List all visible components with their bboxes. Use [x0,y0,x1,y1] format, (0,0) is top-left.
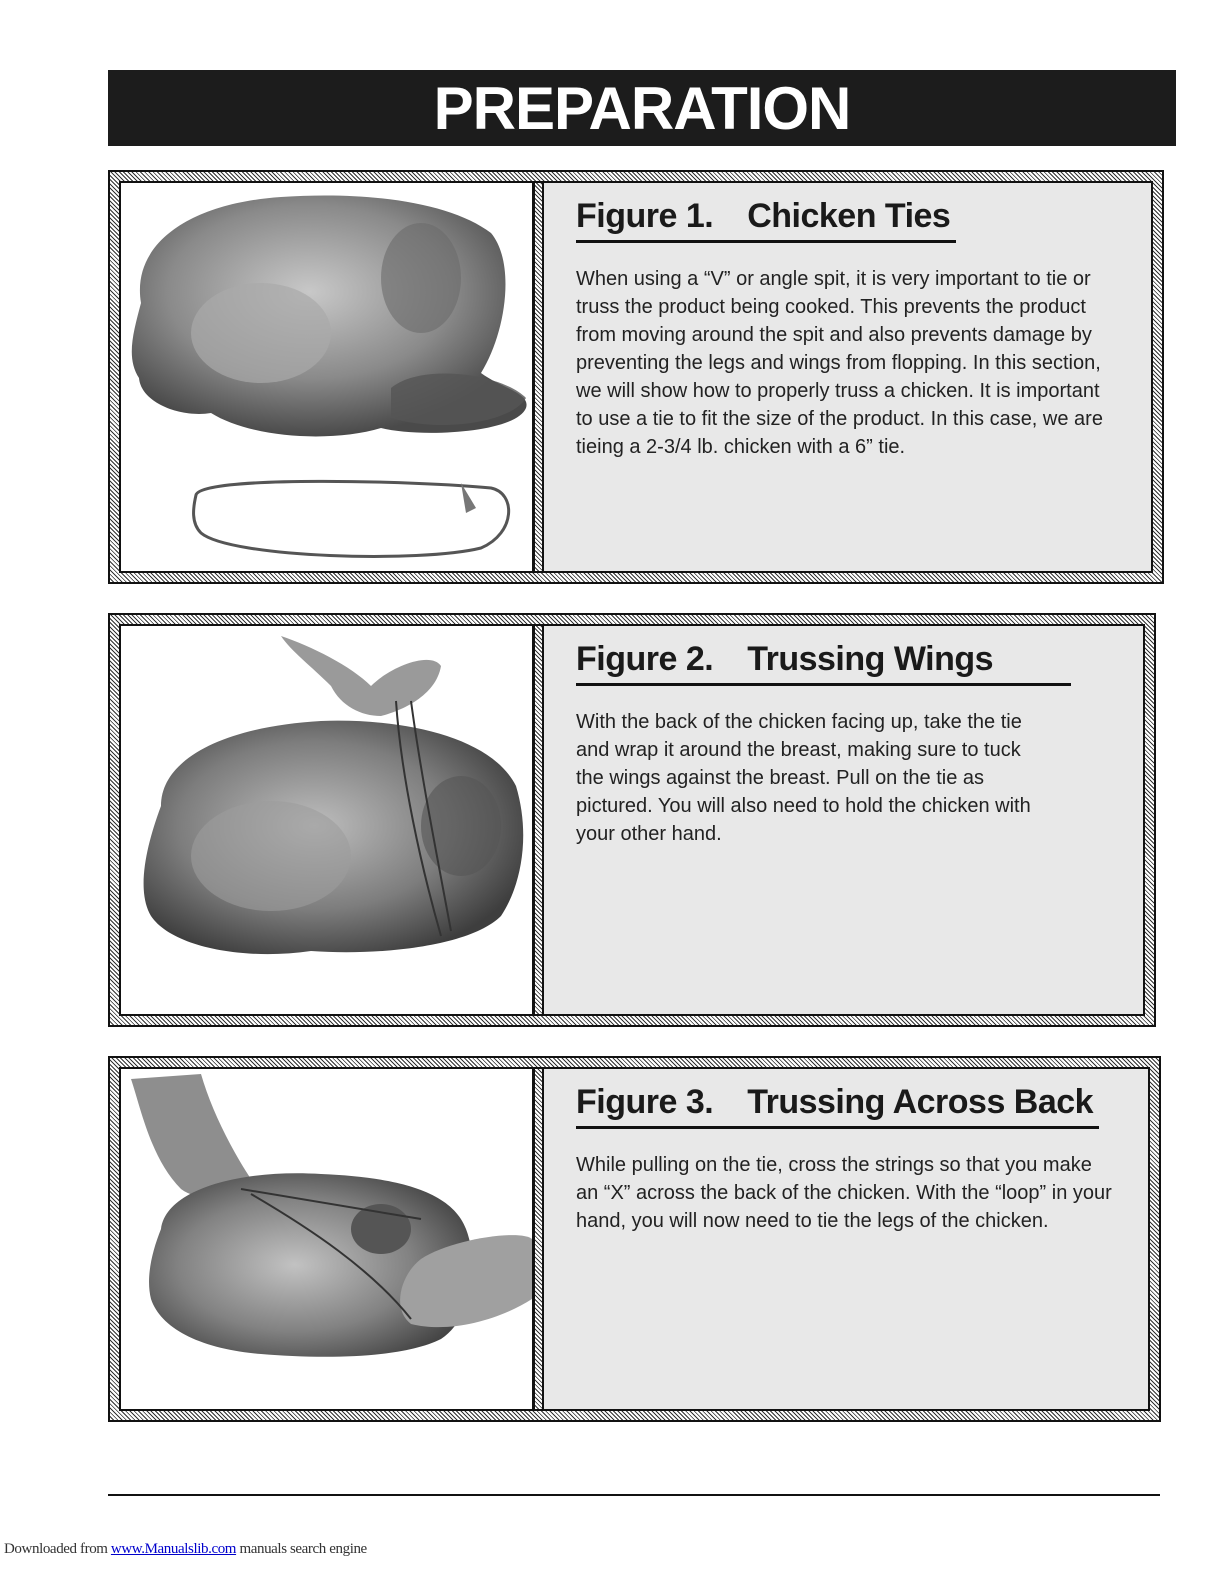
figure-panel-3 [108,1056,1161,1422]
trussing-across-back-photo [121,1069,535,1409]
figure-2-description: With the back of the chicken facing up, take the tie and wrap it around the breast, making sure to tuck the wings against the breast. Pull on the tie as pictured. You will also need to hold the chicken with your other hand. [576,711,1031,845]
figure-panel-2 [108,613,1156,1027]
figure-heading: Trussing Across Back [747,1083,1094,1121]
footer-divider [108,1494,1160,1496]
footer-suffix: manuals search engine [239,1541,367,1557]
figure-1-description: When using a “V” or angle spit, it is very important to tie or truss the product being cooked. This prevents the product from moving around the spit and also prevents damage by preventing the legs and wings from flopping. In this section, we will show how to properly truss a chicken. It is important to use a tie to fit the size of the product. In this case, we are tieing a 2-3/4 lb. chicken with a 6” tie. [576,268,1103,458]
figure-number: Figure 3. [576,1083,714,1121]
figure-heading: Trussing Wings [747,640,994,678]
page-title: PREPARATION [433,74,851,142]
manualslib-link[interactable]: www.Manualslib.com [110,1541,237,1557]
download-footer [4,1541,367,1558]
trussing-wings-photo [121,626,535,1014]
figure-1-inner [119,181,1153,573]
figure-2-inner [119,624,1145,1016]
figure-3-title [576,1083,1099,1129]
figure-number: Figure 2. [576,640,714,678]
figure-3-inner [119,1067,1150,1411]
figure-2-text [544,626,1143,1014]
page-header [108,70,1176,146]
chicken-ties-photo [121,183,535,571]
figure-number: Figure 1. [576,197,714,235]
figure-3-description: While pulling on the tie, cross the strings so that you make an “X” across the back of the chicken. With the “loop” in your hand, you will now need to tie the legs of the chicken. [576,1154,1112,1232]
figure-2-title [576,640,1071,686]
footer-prefix: Downloaded from [4,1541,108,1557]
figure-panel-1 [108,170,1164,584]
figure-1-text [544,183,1151,571]
figure-heading: Chicken Ties [747,197,951,235]
figure-3-text [544,1069,1148,1409]
figure-1-title [576,197,956,243]
